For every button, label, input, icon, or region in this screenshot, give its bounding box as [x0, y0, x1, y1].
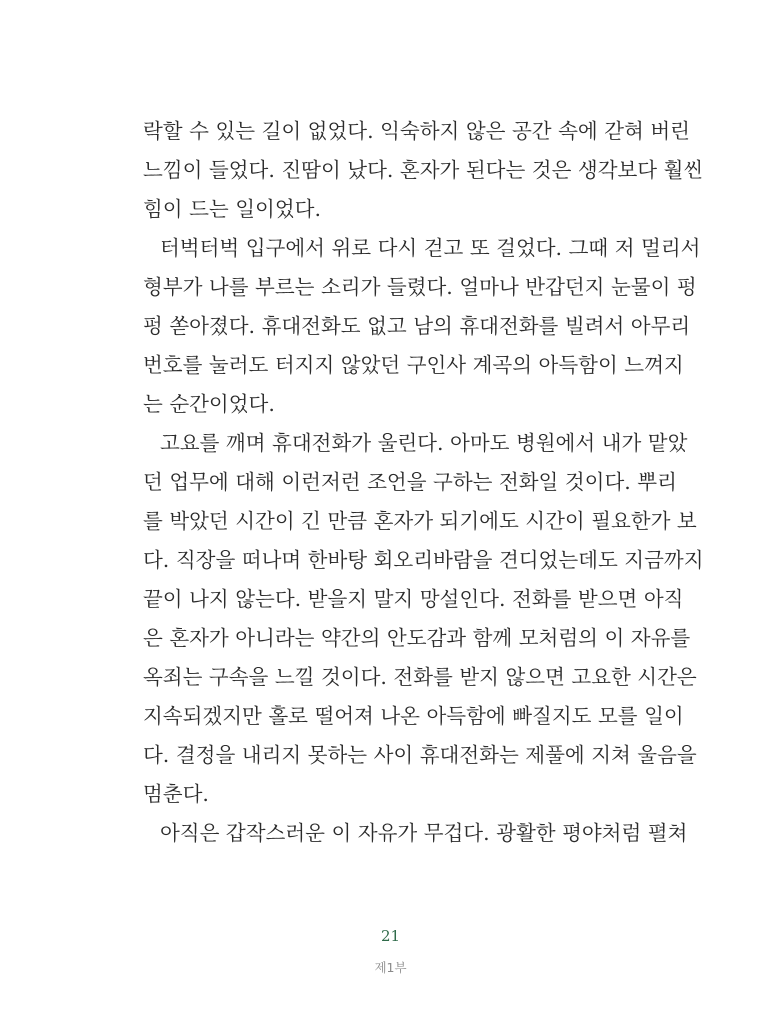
text-line: 터벅터벅 입구에서 위로 다시 걷고 또 걸었다. 그때 저 멀리서 — [160, 236, 701, 260]
text-line: 옥죄는 구속을 느낄 것이다. 전화를 받지 않으면 고요한 시간은 — [143, 665, 697, 689]
text-line: 를 박았던 시간이 긴 만큼 혼자가 되기에도 시간이 필요한가 보 — [143, 509, 697, 533]
text-line: 는 순간이었다. — [143, 392, 275, 416]
text-line: 다. 결정을 내리지 못하는 사이 휴대전화는 제풀에 지쳐 울음을 — [143, 743, 697, 767]
text-line: 지속되겠지만 홀로 떨어져 나온 아득함에 빠질지도 모를 일이 — [143, 704, 684, 728]
text-line: 은 혼자가 아니라는 약간의 안도감과 함께 모처럼의 이 자유를 — [143, 626, 691, 650]
text-line: 다. 직장을 떠나며 한바탕 회오리바람을 견디었는데도 지금까지 — [143, 548, 704, 572]
text-line: 펑 쏟아졌다. 휴대전화도 없고 남의 휴대전화를 빌려서 아무리 — [143, 314, 691, 338]
text-line: 락할 수 있는 길이 없었다. 익숙하지 않은 공간 속에 갇혀 버린 — [143, 119, 690, 143]
text-line: 던 업무에 대해 이런저런 조언을 구하는 전화일 것이다. 뿌리 — [143, 470, 677, 494]
text-line: 힘이 드는 일이었다. — [143, 197, 321, 221]
text-line: 끝이 나지 않는다. 받을지 말지 망설인다. 전화를 받으면 아직 — [143, 587, 684, 611]
page-number: 21 — [380, 927, 401, 945]
text-line: 느낌이 들었다. 진땀이 났다. 혼자가 된다는 것은 생각보다 훨씬 — [143, 158, 704, 182]
text-line: 형부가 나를 부르는 소리가 들렸다. 얼마나 반갑던지 눈물이 펑 — [143, 275, 697, 299]
text-line: 고요를 깨며 휴대전화가 울린다. 아마도 병원에서 내가 맡았 — [160, 431, 688, 455]
text-line: 멈춘다. — [143, 782, 209, 806]
text-line: 번호를 눌러도 터지지 않았던 구인사 계곡의 아득함이 느껴지 — [143, 353, 684, 377]
text-line: 아직은 갑작스러운 이 자유가 무겁다. 광활한 평야처럼 펼쳐 — [160, 821, 688, 845]
section-label: 제1부 — [374, 960, 407, 975]
